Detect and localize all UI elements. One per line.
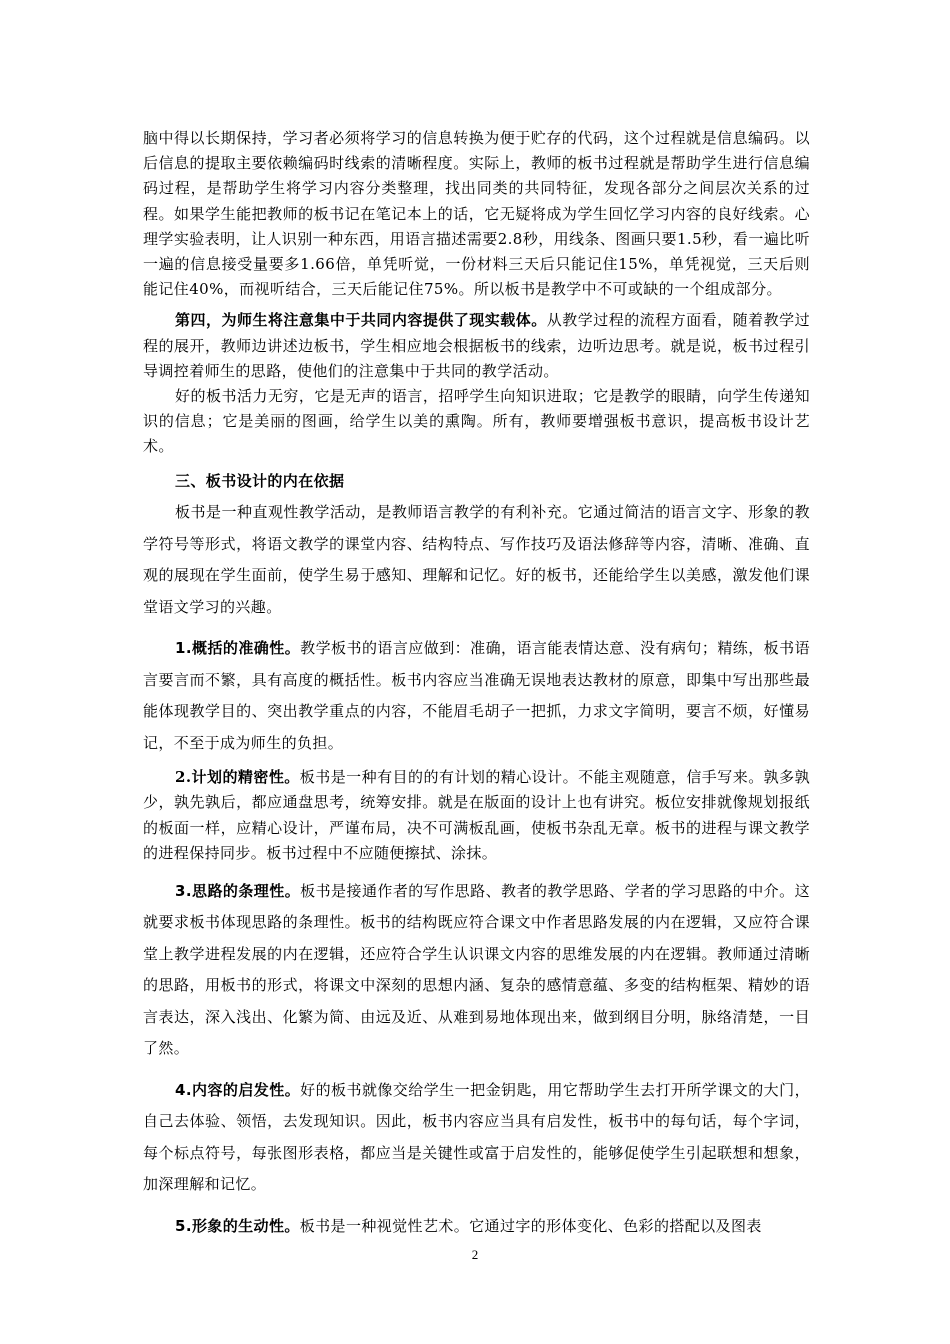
item-lead: 内容的启发性。 (191, 1080, 301, 1099)
list-item-inspiration (143, 1075, 810, 1201)
item-body: 板书是接通作者的写作思路、教者的教学思路、学者的学习思路的中介。这就要求板书体现思路的条理性。板书的结构既应符合课文中作者思路发展的内在逻辑，又应符合课堂上教学进程发展的内在逻辑，还应符合学生认识课文内容的思维发展的内在逻辑。教师通过清晰的思路，用板书的形式，将课文中深刻的思想内涵、复杂的感情意蕴、多变的结构框架、精妙的语言表达，深入浅出、化繁为简、由远及近、从难到易地体现出来，做到纲目分明，脉络清楚，一目了然。 (143, 881, 810, 1058)
paragraph-intro: 板书是一种直观性教学活动，是教师语言教学的有利补充。它通过简洁的语言文字、形象的教学符号等形式，将语文教学的课堂内容、结构特点、写作技巧及语法修辞等内容，清晰、准确、直观的展现在学生面前，使学生易于感知、理解和记忆。好的板书，还能给学生以美感，激发他们课堂语文学习的兴趣。 (143, 503, 810, 616)
item-number: 1. (175, 639, 192, 658)
item-number: 5. (175, 1216, 192, 1235)
item-lead: 计划的精密性。 (191, 768, 300, 787)
item-number: 2. (175, 768, 192, 787)
point-four-body: 从教学过程的流程方面看，随着教学过程的展开，教师边讲述边板书，学生相应地会根据板书的线索，边听边思考。就是说，板书过程引导调控着师生的思路，使他们的注意集中于共同的教学活动。 (143, 311, 810, 380)
document-body (143, 126, 810, 1242)
list-item-vividness (143, 1211, 810, 1243)
item-body: 板书是一种有目的的有计划的精心设计。不能主观随意，信手写来。孰多孰少，孰先孰后，都应通盘思考，统筹安排。就是在版面的设计上也有讲究。板位安排就像规划报纸的板面一样，应精心设计，严谨布局，决不可满板乱画，使板书杂乱无章。板书的进程与课文教学的进程保持同步。板书过程中不应随便擦拭、涂抹。 (143, 768, 810, 862)
item-body: 教学板书的语言应做到：准确，语言能表情达意、没有病句；精练，板书语言要言而不繁，具有高度的概括性。板书内容应当准确无误地表达教材的原意，即集中写出那些最能体现教学目的、突出教学重点的内容，不能眉毛胡子一把抓，力求文字简明，要言不烦，好懂易记，不至于成为师生的负担。 (143, 639, 810, 752)
paragraph-point-four (143, 308, 810, 384)
item-number: 3. (175, 881, 192, 900)
item-lead: 概括的准确性。 (191, 639, 301, 658)
item-body: 好的板书就像交给学生一把金钥匙，用它帮助学生去打开所学课文的大门，自己去体验、领悟，去发现知识。因此，板书内容应当具有启发性，板书中的每句话，每个字词，每个标点符号，每张图形表格，都应当是关键性或富于启发性的，能够促使学生引起联想和想象，加深理解和记忆。 (143, 1080, 810, 1194)
item-body: 板书是一种视觉性艺术。它通过字的形体变化、色彩的搭配以及图表 (299, 1216, 762, 1235)
list-item-planning (143, 765, 810, 866)
paragraph-summary: 好的板书活力无穷，它是无声的语言，招呼学生向知识进取；它是教学的眼睛，向学生传递知识的信息；它是美丽的图画，给学生以美的熏陶。所有，教师要增强板书意识，提高板书设计艺术。 (143, 387, 810, 456)
section-heading: 三、板书设计的内在依据 (175, 471, 345, 490)
page-number: 2 (471, 1247, 479, 1262)
paragraph-continuation: 脑中得以长期保持，学习者必须将学习的信息转换为便于贮存的代码，这个过程就是信息编码。以后信息的提取主要依赖编码时线索的清晰程度。实际上，教师的板书过程就是帮助学生进行信息编码过程，是帮助学生将学习内容分类整理，找出同类的共同特征，发现各部分之间层次关系的过程。如果学生能把教师的板书记在笔记本上的话，它无疑将成为学生回忆学习内容的良好线索。心理学实验表明，让人识别一种东西，用语言描述需要2.8秒，用线条、图画只要1.5秒，看一遍比听一遍的信息接受量要多1.66倍，单凭听觉，一份材料三天后只能记住15%，单凭视觉，三天后则能记住40%，而视听结合，三天后能记住75%。所以板书是教学中不可或缺的一个组成部分。 (143, 129, 810, 299)
point-four-lead: 第四，为师生将注意集中于共同内容提供了现实载体。 (175, 311, 547, 330)
list-item-accuracy (143, 633, 810, 759)
item-number: 4. (175, 1080, 192, 1099)
item-lead: 形象的生动性。 (191, 1216, 300, 1235)
item-lead: 思路的条理性。 (191, 881, 301, 900)
list-item-logic (143, 876, 810, 1065)
